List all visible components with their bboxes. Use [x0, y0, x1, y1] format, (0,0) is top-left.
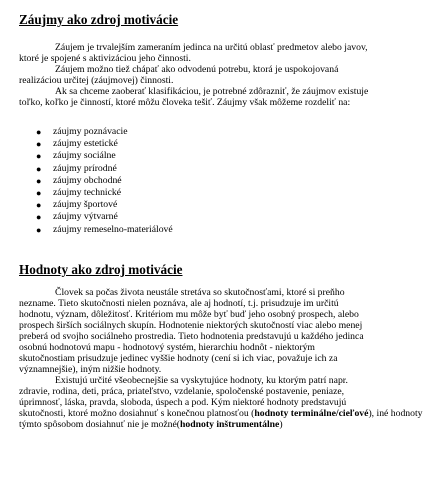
values-paragraph [19, 287, 431, 430]
bullet-icon: ● [36, 163, 42, 174]
list-item-label: záujmy poznávacie [53, 126, 128, 137]
list-item [36, 199, 173, 211]
paragraph-line-mixed [19, 408, 431, 430]
list-item [36, 211, 173, 223]
paragraph-line: Záujem je trvalejším zameraním jedinca na určitú oblasť predmetov alebo javov, [55, 42, 368, 53]
list-item-label: záujmy technické [53, 186, 122, 198]
bold-term-terminal: hodnoty terminálne/cieľové [254, 408, 369, 419]
paragraph-line: toľko, koľko je činností, ktoré môžu človeka tešiť. Záujmy však môžeme rozdeliť na: [19, 97, 351, 108]
list-item-label: záujmy remeselno-materiálové [53, 223, 173, 235]
bullet-icon: ● [36, 139, 42, 150]
paragraph-line: skutočnostiam prisudzuje jedinec vyššie hodnoty (cení si ich viac, považuje ich za [19, 353, 338, 364]
list-item-label: záujmy estetické [53, 138, 118, 150]
paragraph-line: prospech širších sociálnych skupín. Hodnotenie niektorých skutočností viac alebo menej [19, 320, 363, 331]
interests-bullet-list [36, 126, 173, 236]
interests-paragraph [19, 42, 431, 108]
paragraph-line: ktoré je spojené s aktivizáciou jeho činnosti. [19, 53, 191, 64]
line-text: skutočnosti, ktoré možno dosiahnuť s konečnou platnosťou ( [19, 408, 255, 419]
paragraph-line: zdravie, rodina, deti, práca, priateľstvo, vzdelanie, spoločenské postavenie, peniaze, [19, 386, 345, 397]
list-item-label: záujmy prírodné [53, 162, 117, 174]
list-item-label: záujmy sociálne [53, 150, 116, 162]
section-heading-values: Hodnoty ako zdroj motivácie [19, 262, 183, 277]
bullet-icon: ● [36, 127, 42, 137]
bullet-icon: ● [36, 200, 42, 211]
paragraph-line: nezname. Tieto skutočnosti nielen poznáva, ale aj hodnotí, t.j. prisudzuje im určitú [19, 298, 339, 309]
list-item [36, 126, 173, 138]
paragraph-line: Záujem možno tiež chápať ako odvodenú potrebu, ktorá je uspokojovaná [55, 64, 339, 75]
paragraph-line: významnejšie), iným nižšie hodnoty. [19, 364, 162, 375]
line-text: ) [279, 419, 283, 430]
paragraph-line: Existujú určité všeobecnejšie sa vyskytujúce hodnoty, ku ktorým patrí napr. [55, 375, 348, 386]
bullet-icon: ● [36, 224, 42, 235]
list-item-label: záujmy športové [53, 199, 118, 211]
paragraph-line: Človek sa počas života neustále stretáva so skutočnosťami, ktoré si preňho [55, 287, 345, 298]
bullet-icon: ● [36, 187, 42, 198]
list-item [36, 187, 173, 199]
list-item [36, 224, 173, 236]
bullet-icon: ● [36, 175, 42, 186]
list-item [36, 175, 173, 187]
list-item [36, 163, 173, 175]
paragraph-line: úprimnosť, láska, pravda, sloboda, úspech a pod. Kým niektoré hodnoty predstavujú [19, 397, 347, 408]
list-item [36, 138, 173, 150]
paragraph-line: realizáciou určitej (záujmovej) činnosti. [19, 75, 174, 86]
paragraph-line: osobnú hodnotovú mapu - hodnotový systém, hierarchiu hodnôt - niektorým [19, 342, 315, 353]
list-item-label: záujmy obchodné [53, 174, 122, 186]
line-text: ), iné hodnoty týmto spôsobom dosiahnuť nie je možné( [19, 408, 423, 430]
list-item [36, 150, 173, 162]
section-heading-interests: Záujmy ako zdroj motivácie [19, 12, 179, 27]
list-item-label: záujmy výtvarné [53, 211, 118, 223]
paragraph-line: Ak sa chceme zaoberať klasifikáciou, je potrebné zdôrazniť, že záujmov existuje [55, 86, 369, 97]
paragraph-line: preberá od svojho sociálneho prostredia. Tieto hodnotenia predstavujú u každého jedinca [19, 331, 364, 342]
paragraph-line: hodnotu, význam, dôležitosť. Kritériom mu môže byť buď jeho osobný prospech, alebo [19, 309, 359, 320]
bullet-icon: ● [36, 212, 42, 223]
bullet-icon: ● [36, 151, 42, 162]
bold-term-instrumental: hodnoty inštrumentálne [180, 419, 280, 430]
